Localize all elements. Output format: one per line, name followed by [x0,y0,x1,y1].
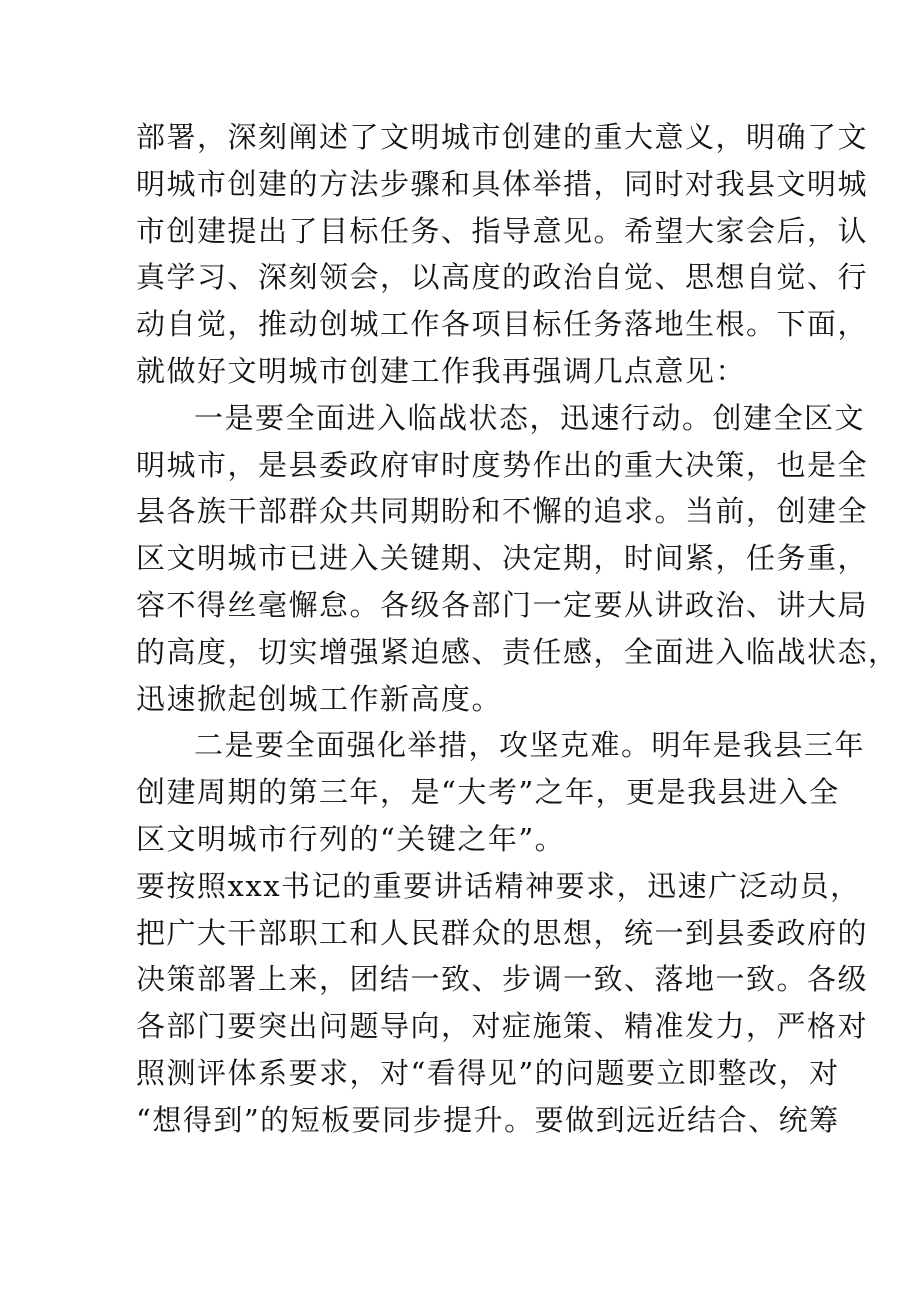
text-line-20: 各部门要突出问题导向，对症施策、精准发力，严格对 [136,1009,869,1044]
text-line-21: 照测评体系要求，对“看得见”的问题要立即整改，对 [136,1055,840,1090]
text-line-11: 容不得丝毫懈怠。各级各部门一定要从讲政治、讲大局 [136,587,869,622]
text-line-18: 把广大干部职工和人民群众的思想，统一到县委政府的 [136,915,869,950]
text-line-5: 动自觉，推动创城工作各项目标任务落地生根。下面， [136,307,869,342]
text-line-2: 明城市创建的方法步骤和具体举措，同时对我县文明城 [136,166,869,201]
text-line-3: 市创建提出了目标任务、指导意见。希望大家会后，认 [136,213,869,248]
text-line-8: 明城市，是县委政府审时度势作出的重大决策，也是全 [136,447,869,482]
text-line-12: 的高度，切实增强紧迫感、责任感，全面进入临战状态， [136,634,899,669]
body-text [136,114,899,1144]
text-line-19: 决策部署上来，团结一致、步调一致、落地一致。各级 [136,962,869,997]
text-line-9: 县各族干部群众共同期盼和不懈的追求。当前，创建全 [136,494,869,529]
text-line-22: “想得到”的短板要同步提升。要做到远近结合、统筹 [136,1102,840,1137]
text-line-4: 真学习、深刻领会，以高度的政治自觉、思想自觉、行 [136,260,869,295]
text-line-13: 迅速掀起创城工作新高度。 [136,681,503,716]
text-line-1: 部署，深刻阐述了文明城市创建的重大意义，明确了文 [136,120,869,154]
text-line-14: 二是要全面强化举措，攻坚克难。明年是我县三年 [194,728,866,763]
text-line-7: 一是要全面进入临战状态，迅速行动。创建全区文 [194,400,866,435]
text-line-16: 区文明城市行列的“关键之年”。 [136,821,566,856]
text-line-15: 创建周期的第三年，是“大考”之年，更是我县进入全 [136,775,840,810]
text-line-6: 就做好文明城市创建工作我再强调几点意见： [136,353,747,388]
text-line-17: 要按照xxx书记的重要讲话精神要求，迅速广泛动员， [136,868,861,903]
text-line-10: 区文明城市已进入关键期、决定期，时间紧，任务重， [136,541,869,576]
